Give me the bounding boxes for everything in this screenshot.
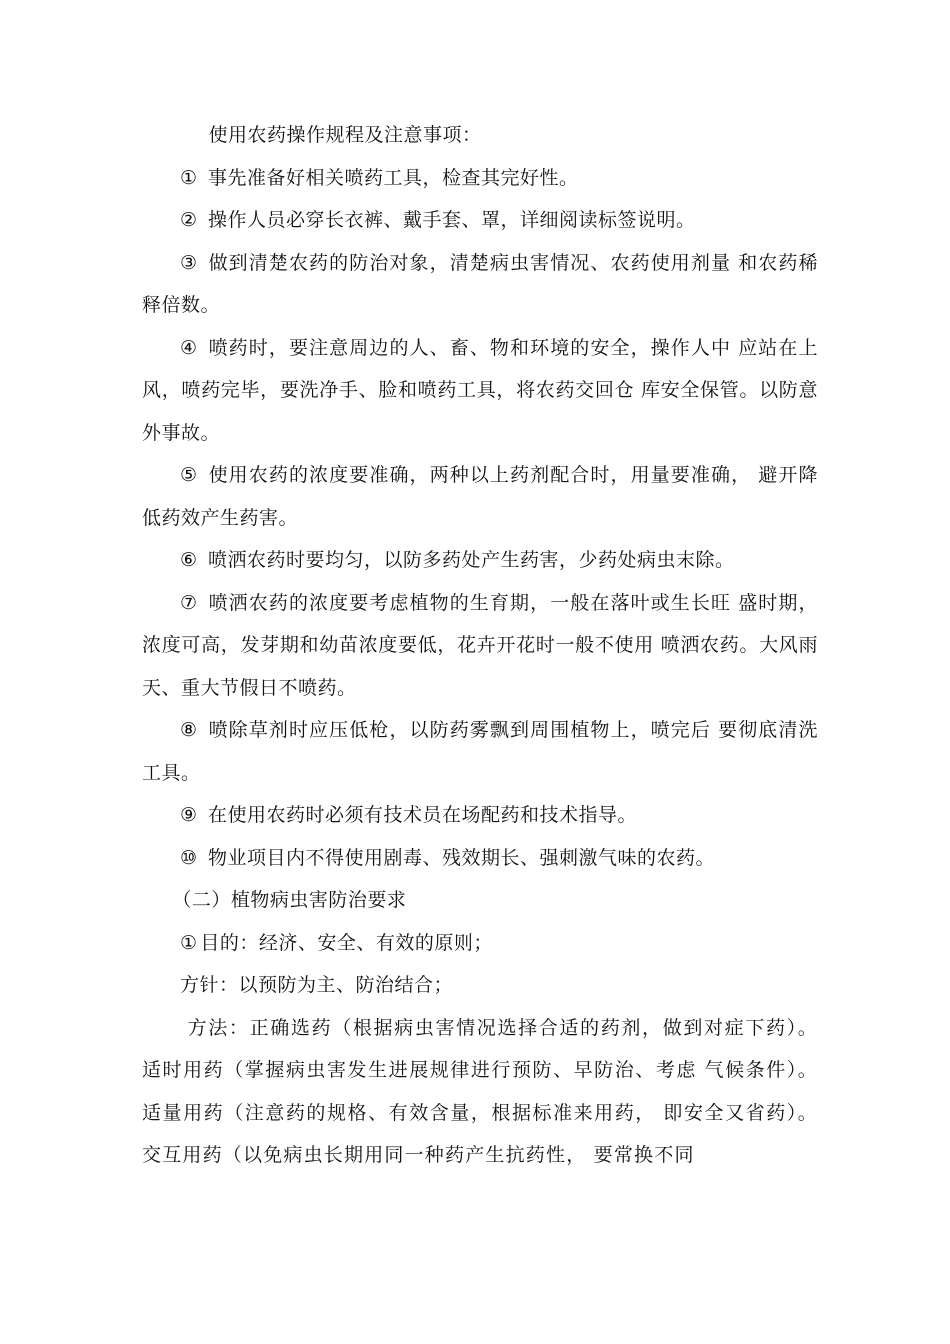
item-number: ⑦ bbox=[180, 591, 199, 614]
item-text: 做到清楚农药的防治对象，清楚病虫害情况、农药使用剂量 和农药稀释倍数。 bbox=[142, 251, 818, 316]
item-text: 喷洒农药的浓度要考虑植物的生育期，一般在落叶或生长旺 盛时期，浓度可高，发芽期和幼苗浓度要低，花卉开花时一般不使用 喷洒农药。大风雨天、重大节假日不喷药。 bbox=[142, 591, 818, 699]
item-text: 喷洒农药时要均匀，以防多药处产生药害，少药处病虫末除。 bbox=[207, 549, 735, 571]
item-number: ① bbox=[180, 166, 198, 189]
section-heading: 使用农药操作规程及注意事项： bbox=[208, 124, 482, 146]
item-text: 喷药时，要注意周边的人、畜、物和环境的安全，操作人中 应站在上风，喷药完毕，要洗净手、脸和喷药工具，将农药交回仓 库安全保管。以防意外事故。 bbox=[142, 336, 818, 444]
list-item bbox=[142, 837, 818, 880]
item-number: ⑩ bbox=[180, 846, 198, 869]
item-number: ⑤ bbox=[180, 464, 199, 486]
list-item bbox=[142, 794, 818, 837]
item-text: 事先准备好相关喷药工具，检查其完好性。 bbox=[207, 166, 579, 189]
method-paragraph: 方法：正确选药（根据病虫害情况选择合适的药剂，做到对症下药）。适时用药（掌握病虫害发生进展规律进行预防、早防治、考虑 气候条件）。适量用药（注意药的规格、有效含量，根据标准来用药， 即安全又省药）。交互用药（以免病虫长期用同一种药产生抗药性， 要常换不同 bbox=[142, 1016, 818, 1166]
list-item bbox=[142, 242, 818, 327]
list-item bbox=[142, 327, 818, 455]
item-number: ④ bbox=[180, 336, 199, 359]
item-text: 在使用农药时必须有技术员在场配药和技术指导。 bbox=[207, 804, 637, 826]
item-number: ⑧ bbox=[180, 719, 199, 741]
purpose-line bbox=[142, 922, 818, 965]
item-number: ① bbox=[180, 931, 198, 954]
list-item bbox=[142, 454, 818, 539]
list-item bbox=[142, 539, 818, 582]
item-number: ② bbox=[180, 209, 198, 231]
item-text: 操作人员必穿长衣裤、戴手套、罩，详细阅读标签说明。 bbox=[207, 209, 696, 231]
item-text: 使用农药的浓度要准确，两种以上药剂配合时，用量要准确， 避开降低药效产生药害。 bbox=[142, 464, 818, 529]
item-number: ③ bbox=[180, 251, 199, 274]
item-text: 喷除草剂时应压低枪，以防药雾飘到周围植物上，喷完后 要彻底清洗工具。 bbox=[142, 719, 818, 784]
policy-line: 方针：以预防为主、防治结合； bbox=[180, 974, 454, 996]
list-item bbox=[142, 199, 818, 242]
list-item bbox=[142, 157, 818, 200]
list-item bbox=[142, 709, 818, 794]
purpose-text: 目的：经济、安全、有效的原则； bbox=[200, 931, 493, 954]
item-number: ⑨ bbox=[180, 804, 198, 826]
list-item bbox=[142, 582, 818, 710]
subsection-heading: （二）植物病虫害防治要求 bbox=[172, 889, 407, 911]
document-body bbox=[142, 114, 818, 1177]
item-text: 物业项目内不得使用剧毒、残效期长、强刺激气味的农药。 bbox=[207, 846, 715, 869]
item-number: ⑥ bbox=[180, 549, 198, 571]
